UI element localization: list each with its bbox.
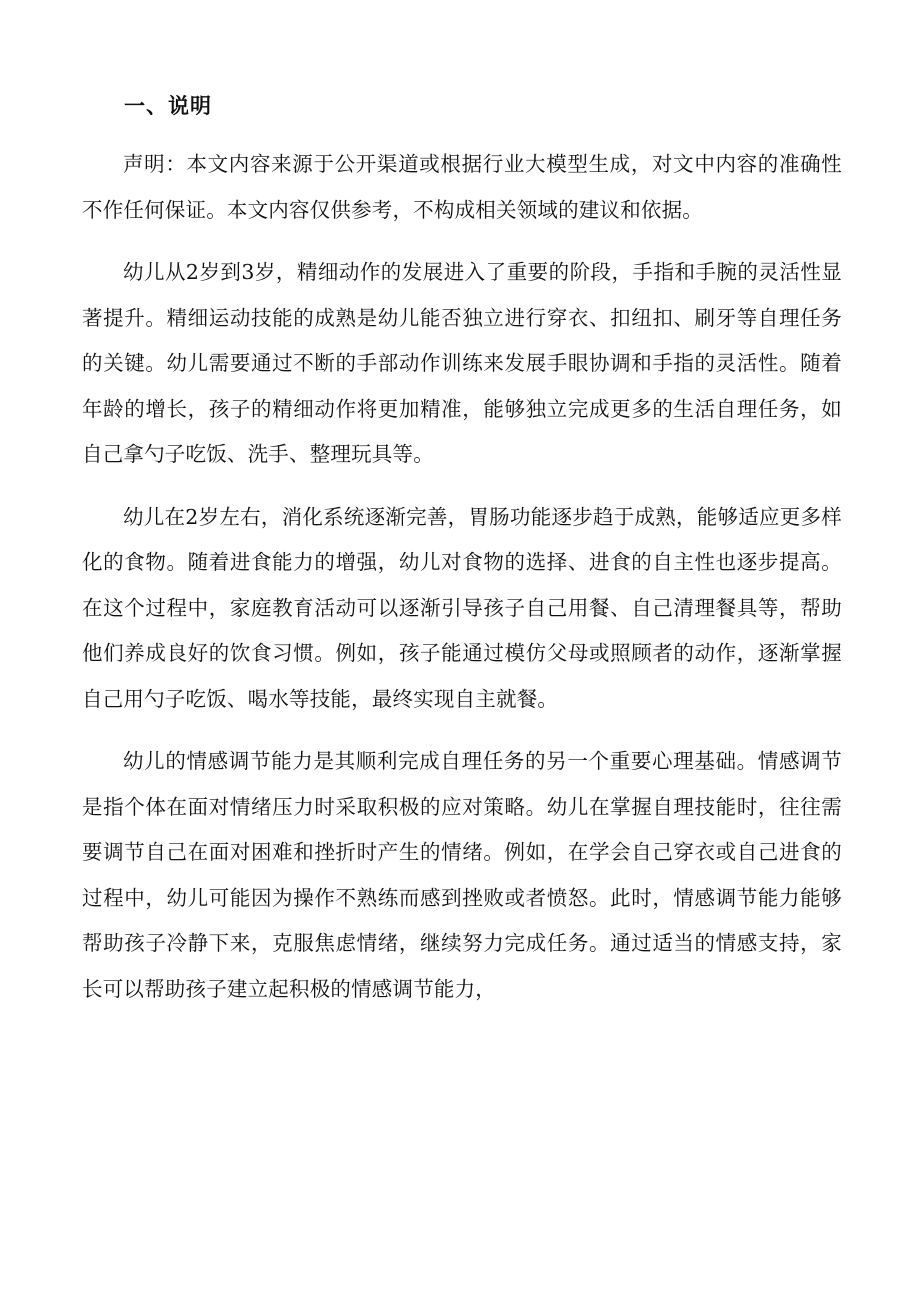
fine-motor-paragraph: 幼儿从2岁到3岁，精细动作的发展进入了重要的阶段，手指和手腕的灵活性显著提升。精细运动技能的成熟是幼儿能否独立进行穿衣、扣纽扣、刷牙等自理任务的关键。幼儿需要通过不断的手部动作训练来发展手眼协调和手指的灵活性。随着年龄的增长，孩子的精细动作将更加精准，能够独立完成更多的生活自理任务，如自己拿勺子吃饭、洗手、整理玩具等。	[82, 260, 842, 466]
section-heading: 一、说明	[124, 93, 212, 118]
document-page	[82, 88, 842, 1029]
disclaimer-paragraph: 声明：本文内容来源于公开渠道或根据行业大模型生成，对文中内容的准确性不作任何保证。本文内容仅供参考，不构成相关领域的建议和依据。	[82, 152, 842, 222]
emotion-regulation-paragraph: 幼儿的情感调节能力是其顺利完成自理任务的另一个重要心理基础。情感调节是指个体在面对情绪压力时采取积极的应对策略。幼儿在掌握自理技能时，往往需要调节自己在面对困难和挫折时产生的情绪。例如，在学会自己穿衣或自己进食的过程中，幼儿可能因为操作不熟练而感到挫败或者愤怒。此时，情感调节能力能够帮助孩子冷静下来，克服焦虑情绪，继续努力完成任务。通过适当的情感支持，家长可以帮助孩子建立起积极的情感调节能力，	[82, 749, 842, 1001]
digestion-paragraph: 幼儿在2岁左右，消化系统逐渐完善，胃肠功能逐步趋于成熟，能够适应更多样化的食物。随着进食能力的增强，幼儿对食物的选择、进食的自主性也逐步提高。在这个过程中，家庭教育活动可以逐渐引导孩子自己用餐、自己清理餐具等，帮助他们养成良好的饮食习惯。例如，孩子能通过模仿父母或照顾者的动作，逐渐掌握自己用勺子吃饭、喝水等技能，最终实现自主就餐。	[82, 504, 842, 711]
